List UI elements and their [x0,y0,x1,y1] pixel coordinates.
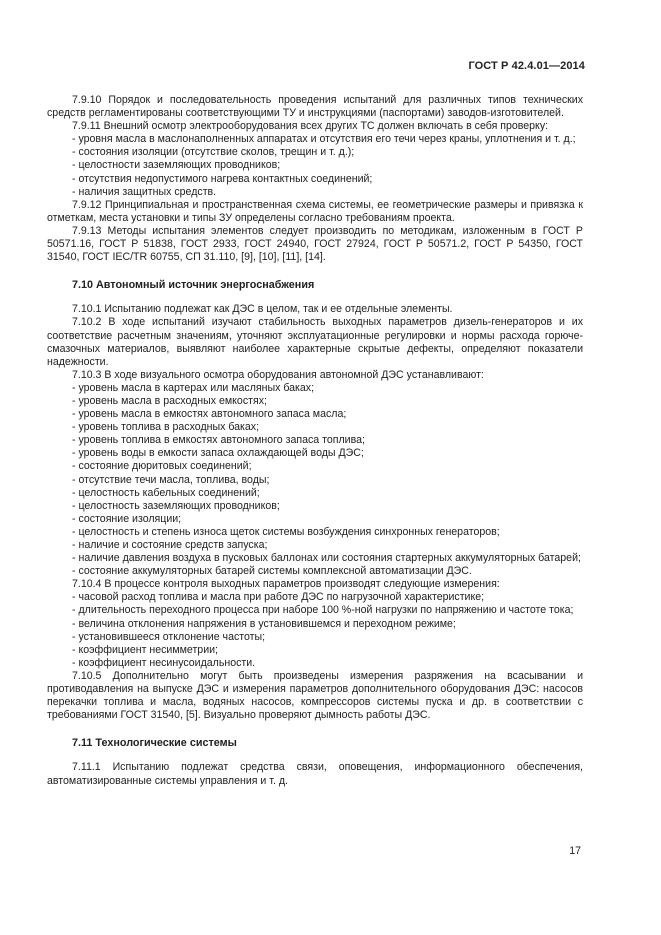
paragraph: 7.9.13 Методы испытания элементов следует производить по методикам, изложенным в ГОСТ Р 50571.16, ГОСТ Р 51838, ГОСТ 2933, ГОСТ 24940, ГОСТ 27924, ГОСТ Р 50571.2, ГОСТ Р 54350, ГОСТ 31540, ГОСТ IEC/TR 60755, СП 31.110, [9], [10], [11], [14]. [47,224,583,264]
section-heading: 7.10 Автономный источник энергоснабжения [72,279,315,292]
list-item: - состояние аккумуляторных батарей системы комплексной автоматизации ДЭС. [72,565,472,578]
list-item: - состояние дюритовых соединений; [72,460,252,473]
list-item: - отсутствие течи масла, топлива, воды; [72,473,270,486]
list-item: - уровня масла в маслонаполненных аппаратах и отсутствия его течи через краны, уплотнения и т. д.; [72,133,576,146]
list-item: - часовой расход топлива и масла при работе ДЭС по нагрузочной характеристике; [72,591,485,604]
paragraph: 7.9.10 Порядок и последовательность проведения испытаний для различных типов технических средств регламентированы соответствующими ТУ и инструкциями (паспортами) заводов-изготовителей. [47,94,583,120]
list-item: - состояния изоляции (отсутствие сколов, трещин и т. д.); [72,146,355,159]
paragraph: 7.11.1 Испытанию подлежат средства связи, оповещения, информационного обеспечения, автоматизированные системы управления и т. д. [47,761,583,787]
paragraph: 7.10.1 Испытанию подлежат как ДЭС в целом, так и ее отдельные элементы. [72,303,453,316]
list-item: - целостности заземляющих проводников; [72,159,281,172]
list-item: - наличия защитных средств. [72,185,217,198]
list-item: - величина отклонения напряжения в установившемся и переходном режиме; [72,617,456,630]
list-item: - целостность и степень износа щеток системы возбуждения синхронных генераторов; [72,525,500,538]
section-heading: 7.11 Технологические системы [72,737,237,750]
list-item: - коэффициент несимметрии; [72,643,218,656]
list-item: - наличие и состояние средств запуска; [72,539,268,551]
paragraph: 7.9.11 Внешний осмотр электрооборудования всех других ТС должен включать в себя проверку: [72,120,549,133]
list-item: - установившееся отклонение частоты; [72,630,266,643]
document-body [47,94,583,788]
list-item: - наличие давления воздуха в пусковых баллонах или состояния стартерных аккумуляторных батарей; [72,552,581,565]
list-item: - уровень масла в емкостях автономного запаса масла; [72,408,347,421]
paragraph: 7.10.4 В процессе контроля выходных параметров производят следующие измерения: [72,578,500,591]
list-item: - целостность кабельных соединений; [72,486,260,499]
document-id: ГОСТ Р 42.4.01—2014 [468,60,585,72]
list-item: - целостность заземляющих проводников; [72,499,280,512]
list-item: - уровень топлива в емкостях автономного запаса топлива; [72,434,365,447]
list-item: - уровень топлива в расходных баках; [72,421,260,434]
list-item: - уровень масла в картерах или масляных баках; [72,381,315,394]
paragraph: 7.10.2 В ходе испытаний изучают стабильность выходных параметров дизель-генераторов и их соответствие расчетным значениям, уточняют эксплуатационные регулировки и нормы расхода горюче-смазочных материалов, выявляют наиболее характерные скрытые дефекты, определяют показатели надежности. [47,316,583,368]
page-number: 17 [569,845,581,857]
list-item: - уровень масла в расходных емкостях; [72,394,267,407]
list-item: - отсутствия недопустимого нагрева контактных соединений; [72,172,373,185]
list-item: - коэффициент несинусоидальности. [72,656,256,669]
paragraph: 7.10.3 В ходе визуального осмотра оборудования автономной ДЭС устанавливают: [72,368,484,381]
list-item: - длительность переходного процесса при наборе 100 %-ной нагрузки по напряжению и частоте тока; [72,604,574,617]
paragraph: 7.9.12 Принципиальная и пространственная схема системы, ее геометрические размеры и привязка к отметкам, места установки и типы ЗУ определены согласно требованиям проекта. [47,198,583,224]
list-item: - состояние изоляции; [72,512,182,525]
paragraph: 7.10.5 Дополнительно могут быть произведены измерения разряжения на всасывании и противодавления на выпуске ДЭС и измерения параметров дополнительного оборудования ДЭС: насосов перекачки топлива и масла, водяных насосов, компрессоров системы пуска и др. в соответствии с требованиями ГОСТ 31540, [5]. Визуально проверяют дымность работы ДЭС. [47,669,583,722]
list-item: - уровень воды в емкости запаса охлаждающей воды ДЭС; [72,447,364,460]
